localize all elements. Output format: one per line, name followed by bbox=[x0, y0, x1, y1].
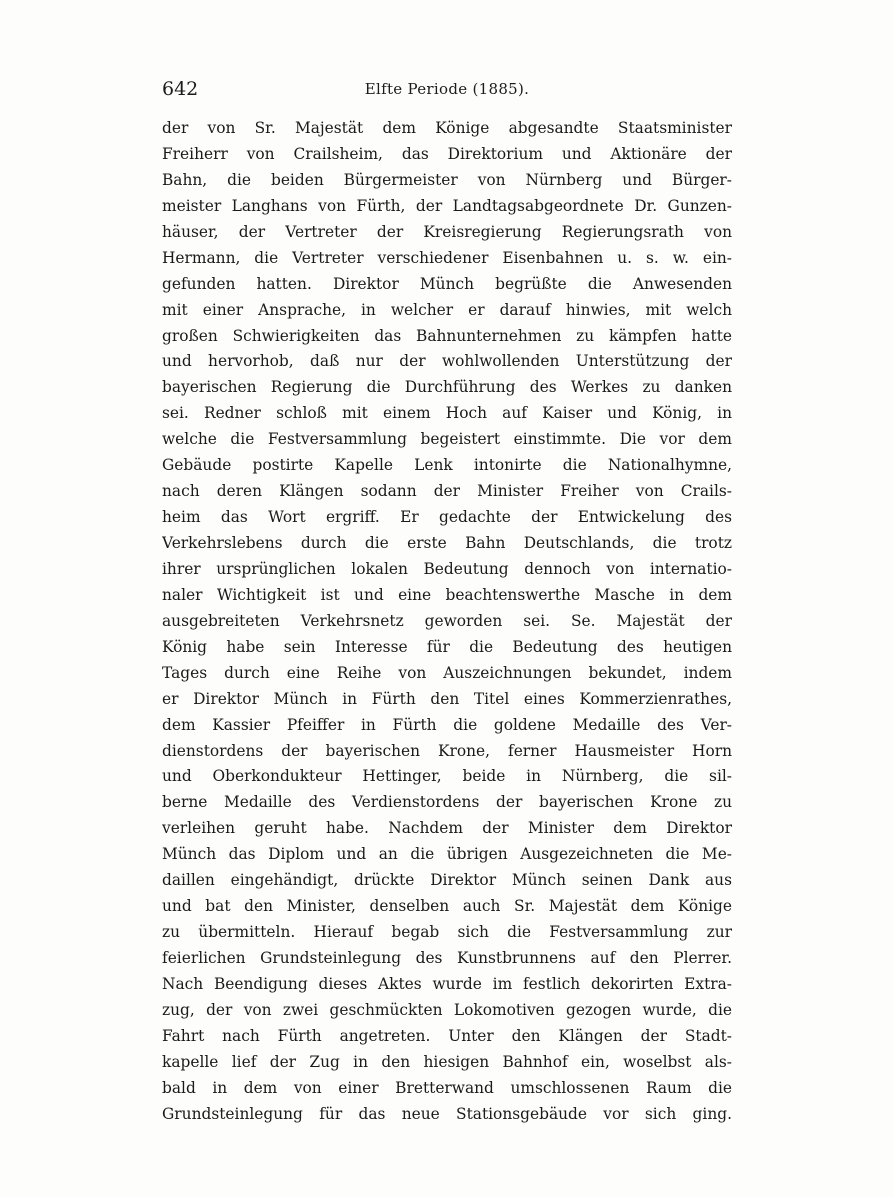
text-line: dem Kassier Pfeiffer in Fürth die goldene Medaille des Ver- bbox=[162, 715, 732, 734]
text-line: bayerischen Regierung die Durchführung des Werkes zu danken bbox=[162, 378, 732, 397]
text-line: dienstordens der bayerischen Krone, ferner Hausmeister Horn bbox=[162, 741, 732, 760]
text-line: und bat den Minister, denselben auch Sr. Majestät dem Könige bbox=[162, 897, 732, 916]
text-line: häuser, der Vertreter der Kreisregierung Regierungsrath von bbox=[162, 222, 732, 241]
text-line: bald in dem von einer Bretterwand umschlossenen Raum die bbox=[162, 1078, 732, 1097]
text-line: nach deren Klängen sodann der Minister Freiher von Crails- bbox=[162, 482, 732, 501]
text-line: zug, der von zwei geschmückten Lokomotiven gezogen wurde, die bbox=[162, 1000, 732, 1019]
text-line: König habe sein Interesse für die Bedeutung des heutigen bbox=[162, 637, 732, 656]
text-line: Gebäude postirte Kapelle Lenk intonirte die Nationalhymne, bbox=[162, 456, 732, 475]
text-line: mit einer Ansprache, in welcher er darauf hinwies, mit welch bbox=[162, 300, 732, 319]
text-line: und hervorhob, daß nur der wohlwollenden Unterstützung der bbox=[162, 352, 732, 371]
text-line: ihrer ursprünglichen lokalen Bedeutung dennoch von internatio- bbox=[162, 559, 732, 578]
page-header bbox=[162, 76, 732, 102]
text-line: meister Langhans von Fürth, der Landtagsabgeordnete Dr. Gunzen- bbox=[162, 196, 732, 215]
text-line: sei. Redner schloß mit einem Hoch auf Kaiser und König, in bbox=[162, 404, 732, 423]
text-line: verleihen geruht habe. Nachdem der Minister dem Direktor bbox=[162, 819, 732, 838]
text-line: Tages durch eine Reihe von Auszeichnungen bekundet, indem bbox=[162, 663, 732, 682]
text-line: Grundsteinlegung für das neue Stationsgebäude vor sich ging. bbox=[162, 1104, 732, 1123]
text-line: er Direktor Münch in Fürth den Titel eines Kommerzienrathes, bbox=[162, 689, 732, 708]
text-line: berne Medaille des Verdienstordens der bayerischen Krone zu bbox=[162, 793, 732, 812]
text-line: feierlichen Grundsteinlegung des Kunstbrunnens auf den Plerrer. bbox=[162, 949, 732, 967]
text-line: Freiherr von Crailsheim, das Direktorium und Aktionäre der bbox=[162, 144, 732, 163]
running-head: Elfte Periode (1885). bbox=[364, 80, 530, 98]
text-line: zu übermitteln. Hierauf begab sich die Festversammlung zur bbox=[162, 923, 732, 942]
page-number: 642 bbox=[162, 78, 199, 100]
text-line: Verkehrslebens durch die erste Bahn Deutschlands, die trotz bbox=[162, 534, 732, 552]
text-line: und Oberkondukteur Hettinger, beide in Nürnberg, die sil- bbox=[162, 767, 732, 786]
body-paragraph bbox=[162, 116, 732, 1128]
text-line: heim das Wort ergriff. Er gedachte der Entwickelung des bbox=[162, 508, 732, 527]
text-line: Münch das Diplom und an die übrigen Ausgezeichneten die Me- bbox=[162, 845, 732, 864]
text-line: daillen eingehändigt, drückte Direktor Münch seinen Dank aus bbox=[162, 871, 732, 890]
text-line: Nach Beendigung dieses Aktes wurde im festlich dekorirten Extra- bbox=[162, 974, 732, 993]
text-line: Hermann, die Vertreter verschiedener Eisenbahnen u. s. w. ein- bbox=[162, 248, 732, 267]
text-line: der von Sr. Majestät dem Könige abgesandte Staatsminister bbox=[162, 119, 732, 137]
text-line: großen Schwierigkeiten das Bahnunternehmen zu kämpfen hatte bbox=[162, 326, 732, 345]
text-line: welche die Festversammlung begeistert einstimmte. Die vor dem bbox=[162, 430, 732, 449]
text-line: Fahrt nach Fürth angetreten. Unter den Klängen der Stadt- bbox=[162, 1026, 732, 1045]
text-line: kapelle lief der Zug in den hiesigen Bahnhof ein, woselbst als- bbox=[162, 1052, 732, 1071]
text-line: Bahn, die beiden Bürgermeister von Nürnberg und Bürger- bbox=[162, 170, 732, 189]
text-line: ausgebreiteten Verkehrsnetz geworden sei. Se. Majestät der bbox=[162, 611, 732, 630]
text-line: naler Wichtigkeit ist und eine beachtenswerthe Masche in dem bbox=[162, 585, 732, 604]
text-line: gefunden hatten. Direktor Münch begrüßte die Anwesenden bbox=[162, 274, 732, 293]
